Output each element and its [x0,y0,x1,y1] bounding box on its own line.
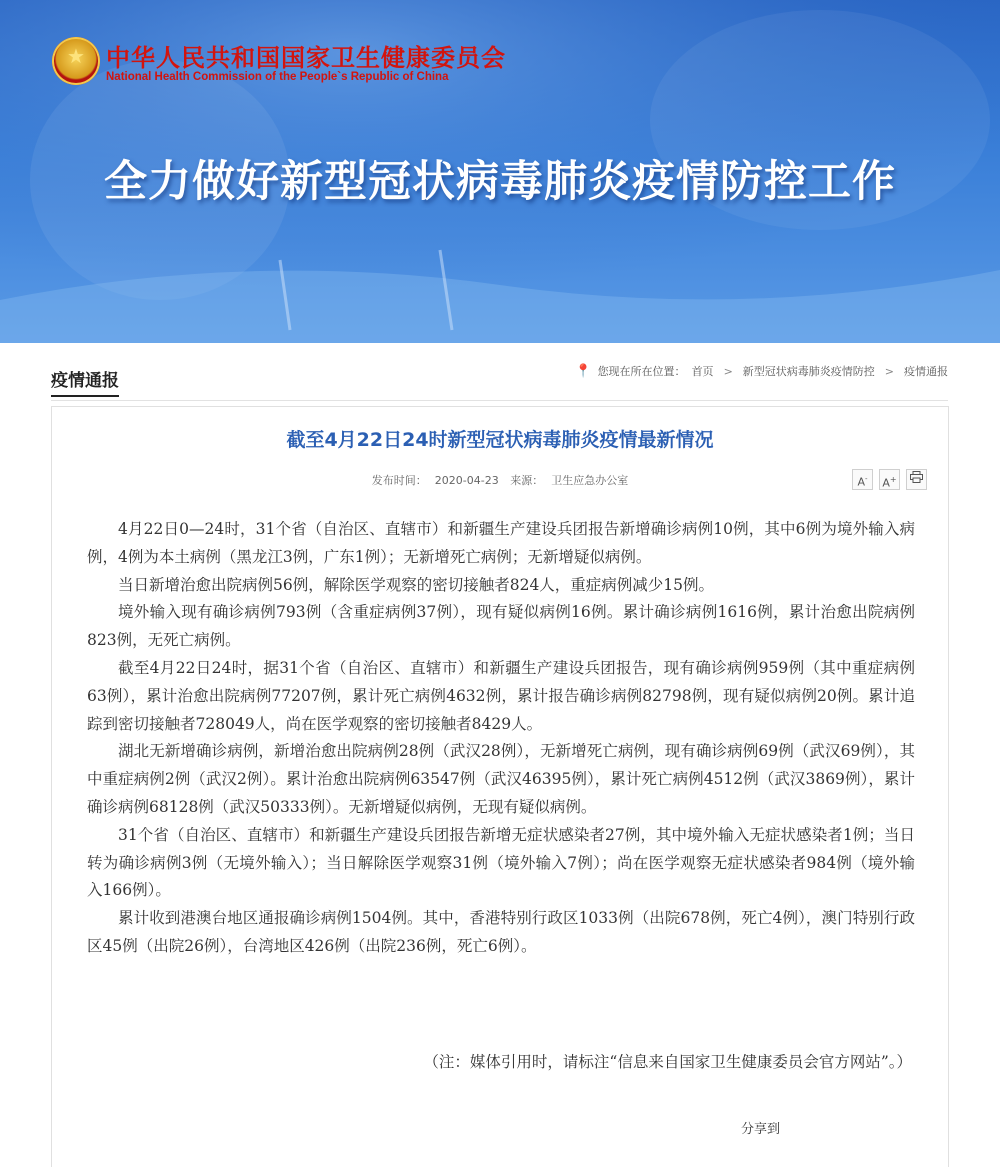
section-header [0,343,1000,391]
breadcrumb-covid-link[interactable]: 新型冠状病毒肺炎疫情防控 [742,365,875,378]
article-paragraph: 截至4月22日24时，据31个省（自治区、直辖市）和新疆生产建设兵团报告，现有确诊病例959例（其中重症病例63例），累计治愈出院病例77207例，累计死亡病例4632例，累计报告确诊病例82798例，现有疑似病例20例。累计追踪到密切接触者728049人，尚在医学观察的密切接触者8429人。 [87,658,915,733]
article-paragraph: 当日新增治愈出院病例56例，解除医学观察的密切接触者824人，重症病例减少15例。 [118,575,715,594]
breadcrumb-separator-icon: > [884,364,894,378]
source-name: 卫生应急办公室 [551,474,629,487]
font-decrease-button[interactable]: A- [852,469,873,490]
citation-note: （注：媒体引用时，请标注“信息来自国家卫生健康委员会官方网站”。） [423,1053,912,1071]
article-paragraph: 31个省（自治区、直辖市）和新疆生产建设兵团报告新增无症状感染者27例，其中境外输入无症状感染者1例；当日转为确诊病例3例（无境外输入）；当日解除医学观察31例（境外输入7例）；尚在医学观察无症状感染者984例（境外输入166例）。 [87,825,915,900]
share-button[interactable]: 分享到 [741,1122,781,1137]
article-meta [52,472,948,488]
article-paragraph: 累计收到港澳台地区通报确诊病例1504例。其中，香港特别行政区1033例（出院678例，死亡4例），澳门特别行政区45例（出院26例），台湾地区426例（出院236例，死亡6例）。 [87,909,915,955]
article-tools [852,469,927,490]
publish-date: 2020-04-23 [434,474,499,487]
breadcrumb-prefix: 您现在所在位置： [597,365,686,378]
location-pin-icon: 📍 [575,363,592,379]
article-body [87,516,915,961]
breadcrumb-separator-icon: > [723,364,733,378]
printer-icon [910,471,923,483]
header-divider [51,400,948,401]
header-banner [0,0,1000,343]
section-title[interactable]: 疫情通报 [51,366,119,397]
article-title: 截至4月22日24时新型冠状病毒肺炎疫情最新情况 [286,429,714,451]
article-paragraph: 湖北无新增确诊病例，新增治愈出院病例28例（武汉28例），无新增死亡病例，现有确诊病例69例（武汉69例），其中重症病例2例（武汉2例）。累计治愈出院病例63547例（武汉46395例），累计死亡病例4512例（武汉3869例），累计确诊病例68128例（武汉50333例）。无新增疑似病例，无现有疑似病例。 [87,742,915,816]
org-name-en: National Health Commission of the People`s Republic of China [106,71,449,83]
publish-date-label: 发布时间： [371,474,427,487]
national-emblem-logo[interactable] [52,37,100,85]
font-increase-button[interactable]: A+ [879,469,900,490]
breadcrumb-current[interactable]: 疫情通报 [904,365,948,378]
banner-slogan: 全力做好新型冠状病毒肺炎疫情防控工作 [104,157,896,207]
source-label: 来源： [510,474,544,487]
org-name-cn[interactable]: 中华人民共和国国家卫生健康委员会 [106,44,506,72]
breadcrumb [575,363,948,379]
article-card [51,406,949,1167]
breadcrumb-home-link[interactable]: 首页 [691,365,714,378]
article-paragraph: 境外输入现有确诊病例793例（含重症病例37例），现有疑似病例16例。累计确诊病例1616例，累计治愈出院病例823例，无死亡病例。 [87,603,915,650]
print-button[interactable] [906,469,927,490]
article-paragraph: 4月22日0—24时，31个省（自治区、直辖市）和新疆生产建设兵团报告新增确诊病例10例，其中6例为境外输入病例，4例为本土病例（黑龙江3例，广东1例）；无新增死亡病例；无新增疑似病例。 [87,520,915,566]
